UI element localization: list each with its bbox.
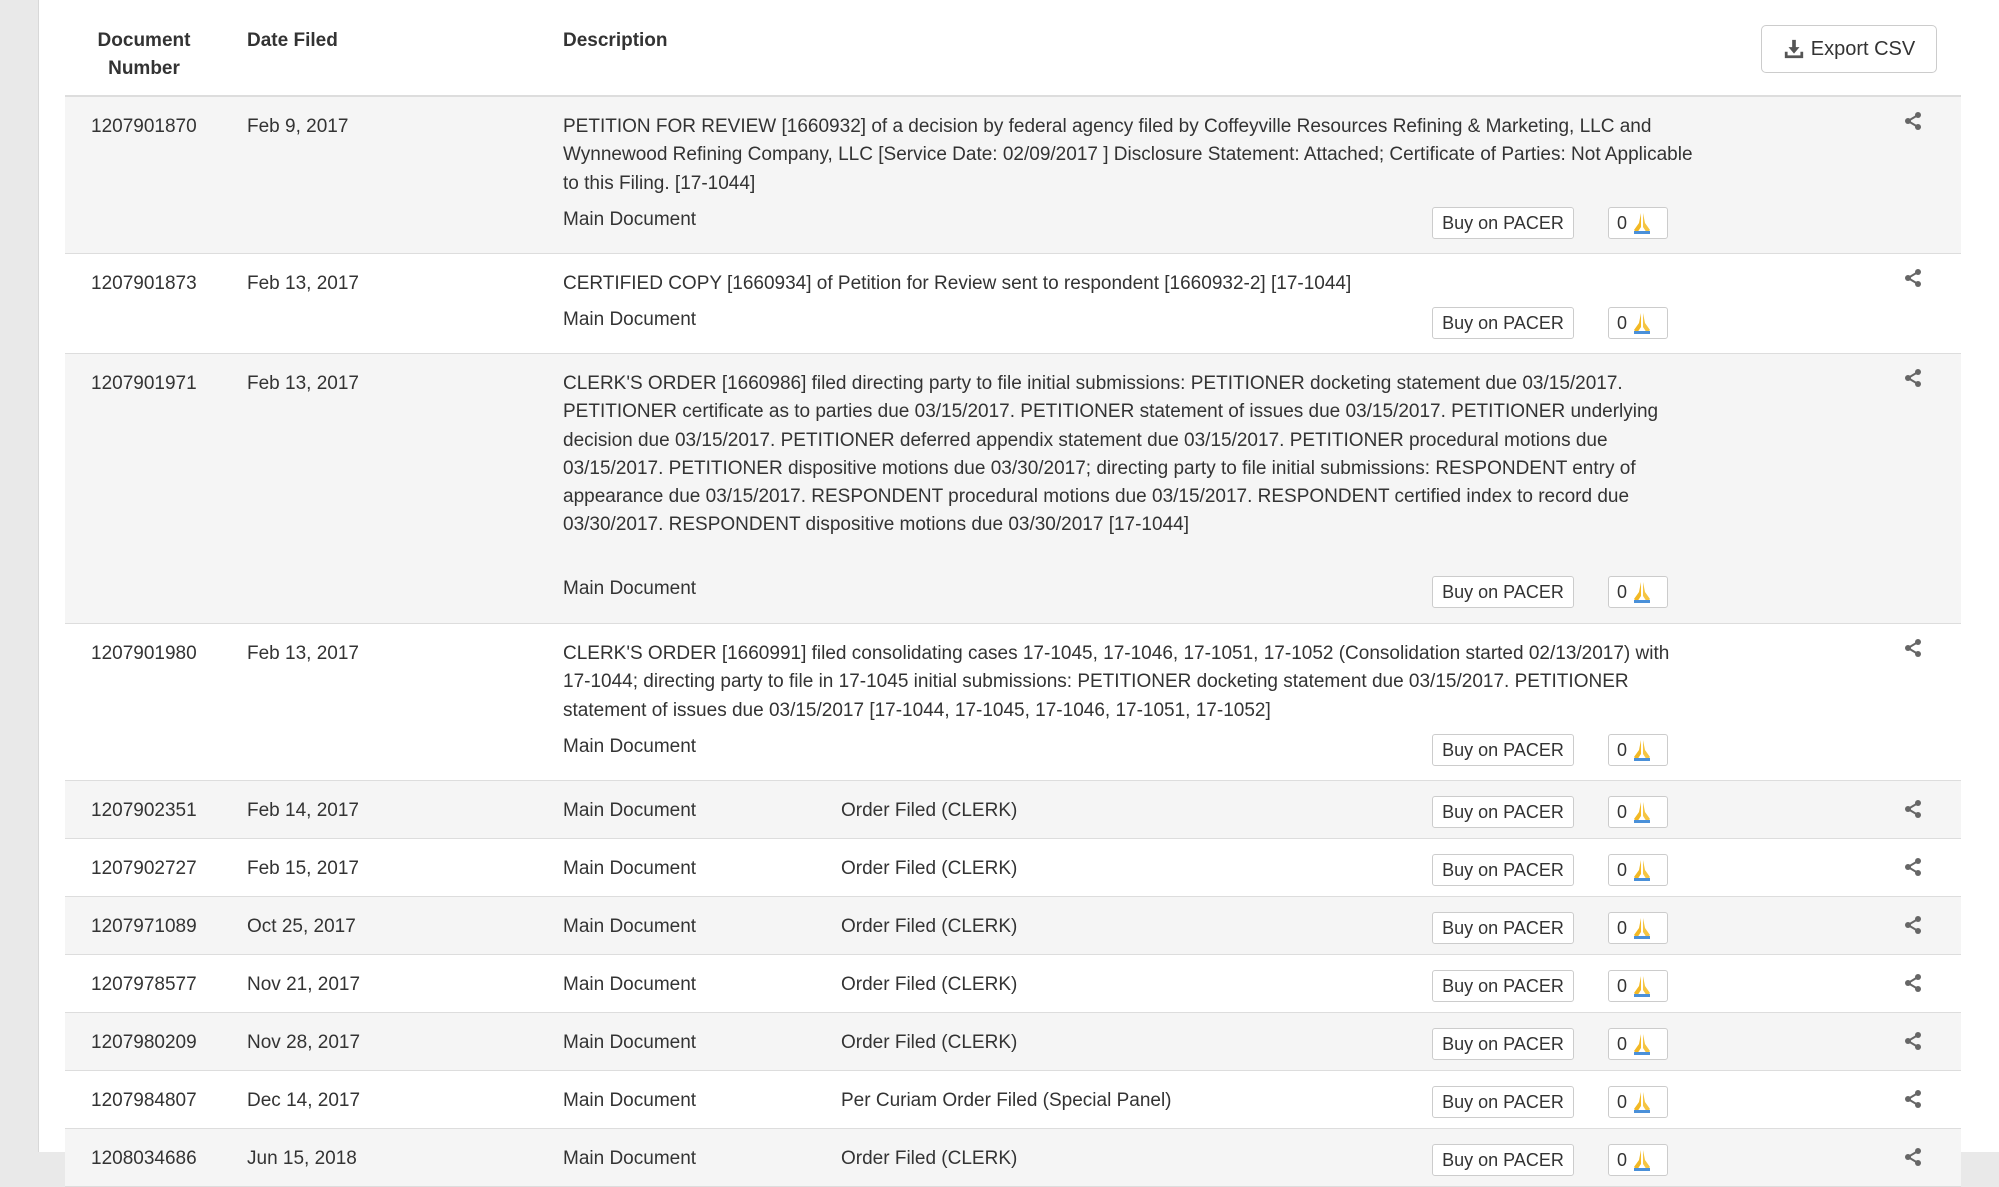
share-icon[interactable]	[1903, 973, 1923, 993]
document-number: 1207901980	[91, 643, 197, 664]
prayer-button[interactable]	[1608, 207, 1668, 239]
table-row	[65, 97, 1961, 254]
praying-hands-icon	[1630, 738, 1654, 762]
prayer-count: 0	[1617, 1091, 1628, 1112]
column-header-document-number: Document Number	[97, 30, 191, 79]
order-type: Order Filed (CLERK)	[841, 974, 1018, 995]
buy-on-pacer-button[interactable]: Buy on PACER	[1432, 796, 1574, 828]
prayer-button[interactable]	[1608, 576, 1668, 608]
praying-hands-icon	[1630, 1090, 1654, 1114]
table-row	[65, 1129, 1961, 1187]
buy-on-pacer-button[interactable]: Buy on PACER	[1432, 1144, 1574, 1176]
share-icon[interactable]	[1903, 799, 1923, 819]
table-row	[65, 781, 1961, 839]
prayer-button[interactable]	[1608, 970, 1668, 1002]
document-number: 1207902351	[91, 800, 197, 821]
praying-hands-icon	[1630, 800, 1654, 824]
main-document-link[interactable]: Main Document	[563, 736, 697, 757]
entry-description: CLERK'S ORDER [1660991] filed consolidating cases 17-1045, 17-1046, 17-1051, 17-1052 (Consolidation started 02/13/2017) with 17-1044; directing party to file in 17-1045 initial submissions: PETITIONER docketing statement due 03/15/2017. PETITIONER statement of issues due 03/15/2017 [17-1044, 17-1045, 17-1046, 17-1051, 17-1052]	[563, 643, 1670, 721]
prayer-button[interactable]	[1608, 1086, 1668, 1118]
share-icon[interactable]	[1903, 268, 1923, 288]
document-number: 1207901870	[91, 116, 197, 137]
prayer-count: 0	[1617, 1033, 1628, 1054]
date-filed: Jun 15, 2018	[247, 1148, 357, 1169]
praying-hands-icon	[1630, 974, 1654, 998]
share-icon[interactable]	[1903, 1089, 1923, 1109]
export-csv-button[interactable]	[1761, 25, 1937, 73]
main-document-link[interactable]: Main Document	[563, 858, 697, 879]
prayer-count: 0	[1617, 801, 1628, 822]
table-row	[65, 624, 1961, 781]
praying-hands-icon	[1630, 211, 1654, 235]
buy-on-pacer-button[interactable]: Buy on PACER	[1432, 912, 1574, 944]
share-icon[interactable]	[1903, 638, 1923, 658]
prayer-count: 0	[1617, 1149, 1628, 1170]
table-row	[65, 354, 1961, 624]
date-filed: Nov 21, 2017	[247, 974, 361, 995]
download-icon	[1783, 38, 1805, 60]
entry-description: CERTIFIED COPY [1660934] of Petition for Review sent to respondent [1660932-2] [17-1044]	[563, 273, 1352, 294]
column-header-date-filed: Date Filed	[247, 30, 338, 51]
date-filed: Dec 14, 2017	[247, 1090, 361, 1111]
document-number: 1207971089	[91, 916, 197, 937]
prayer-button[interactable]	[1608, 307, 1668, 339]
buy-on-pacer-button[interactable]: Buy on PACER	[1432, 207, 1574, 239]
praying-hands-icon	[1630, 311, 1654, 335]
entry-description: CLERK'S ORDER [1660986] filed directing party to file initial submissions: PETITIONER docketing statement due 03/15/2017. PETITIONER certificate as to parties due 03/15/2017. PETITIONER statement of issues due 03/15/2017. PETITIONER underlying decision due 03/15/2017. PETITIONER deferred appendix statement due 03/15/2017. PETITIONER procedural motions due 03/15/2017. PETITIONER dispositive motions due 03/30/2017; directing party to file initial submissions: RESPONDENT entry of appearance due 03/15/2017. RESPONDENT procedural motions due 03/15/2017. RESPONDENT certified index to record due 03/30/2017. RESPONDENT dispositive motions due 03/30/2017 [17-1044]	[563, 373, 1659, 536]
order-type: Order Filed (CLERK)	[841, 916, 1018, 937]
main-document-link[interactable]: Main Document	[563, 1148, 697, 1169]
date-filed: Feb 13, 2017	[247, 373, 359, 394]
document-number: 1207978577	[91, 974, 197, 995]
prayer-count: 0	[1617, 859, 1628, 880]
prayer-button[interactable]	[1608, 912, 1668, 944]
document-number: 1207902727	[91, 858, 197, 879]
table-row	[65, 254, 1961, 354]
buy-on-pacer-button[interactable]: Buy on PACER	[1432, 734, 1574, 766]
table-row	[65, 955, 1961, 1013]
order-type: Order Filed (CLERK)	[841, 800, 1018, 821]
prayer-count: 0	[1617, 975, 1628, 996]
prayer-count: 0	[1617, 312, 1628, 333]
date-filed: Feb 15, 2017	[247, 858, 359, 879]
export-csv-label: Export CSV	[1810, 37, 1916, 60]
share-icon[interactable]	[1903, 857, 1923, 877]
main-document-link[interactable]: Main Document	[563, 1090, 697, 1111]
table-row	[65, 1013, 1961, 1071]
buy-on-pacer-button[interactable]: Buy on PACER	[1432, 854, 1574, 886]
order-type: Order Filed (CLERK)	[841, 858, 1018, 879]
buy-on-pacer-button[interactable]: Buy on PACER	[1432, 576, 1574, 608]
main-document-link[interactable]: Main Document	[563, 1032, 697, 1053]
order-type: Per Curiam Order Filed (Special Panel)	[841, 1090, 1172, 1111]
share-icon[interactable]	[1903, 368, 1923, 388]
main-document-link[interactable]: Main Document	[563, 209, 697, 230]
date-filed: Oct 25, 2017	[247, 916, 356, 937]
main-document-link[interactable]: Main Document	[563, 916, 697, 937]
table-header	[65, 0, 1961, 97]
buy-on-pacer-button[interactable]: Buy on PACER	[1432, 1028, 1574, 1060]
main-document-link[interactable]: Main Document	[563, 578, 697, 599]
share-icon[interactable]	[1903, 915, 1923, 935]
table-row	[65, 839, 1961, 897]
praying-hands-icon	[1630, 580, 1654, 604]
document-number: 1207980209	[91, 1032, 197, 1053]
order-type: Order Filed (CLERK)	[841, 1032, 1018, 1053]
share-icon[interactable]	[1903, 111, 1923, 131]
date-filed: Feb 13, 2017	[247, 643, 359, 664]
document-number: 1207984807	[91, 1090, 197, 1111]
buy-on-pacer-button[interactable]: Buy on PACER	[1432, 307, 1574, 339]
document-number: 1208034686	[91, 1148, 197, 1169]
document-number: 1207901873	[91, 273, 197, 294]
prayer-button[interactable]	[1608, 734, 1668, 766]
prayer-button[interactable]	[1608, 854, 1668, 886]
date-filed: Feb 9, 2017	[247, 116, 349, 137]
prayer-button[interactable]	[1608, 1144, 1668, 1176]
praying-hands-icon	[1630, 1148, 1654, 1172]
order-type: Order Filed (CLERK)	[841, 1148, 1018, 1169]
praying-hands-icon	[1630, 858, 1654, 882]
date-filed: Feb 14, 2017	[247, 800, 359, 821]
date-filed: Feb 13, 2017	[247, 273, 359, 294]
prayer-button[interactable]	[1608, 796, 1668, 828]
main-document-link[interactable]: Main Document	[563, 800, 697, 821]
buy-on-pacer-button[interactable]: Buy on PACER	[1432, 970, 1574, 1002]
prayer-button[interactable]	[1608, 1028, 1668, 1060]
entry-description: PETITION FOR REVIEW [1660932] of a decision by federal agency filed by Coffeyville Resources Refining & Marketing, LLC and Wynnewood Refining Company, LLC [Service Date: 02/09/2017 ] Disclosure Statement: Attached; Certificate of Parties: Not Applicable to this Filing. [17-1044]	[563, 116, 1693, 194]
share-icon[interactable]	[1903, 1147, 1923, 1167]
table-row	[65, 1071, 1961, 1129]
praying-hands-icon	[1630, 916, 1654, 940]
share-icon[interactable]	[1903, 1031, 1923, 1051]
prayer-count: 0	[1617, 212, 1628, 233]
prayer-count: 0	[1617, 917, 1628, 938]
docket-panel	[38, 0, 1999, 1170]
prayer-count: 0	[1617, 581, 1628, 602]
praying-hands-icon	[1630, 1032, 1654, 1056]
prayer-count: 0	[1617, 739, 1628, 760]
buy-on-pacer-button[interactable]: Buy on PACER	[1432, 1086, 1574, 1118]
date-filed: Nov 28, 2017	[247, 1032, 361, 1053]
main-document-link[interactable]: Main Document	[563, 309, 697, 330]
main-document-link[interactable]: Main Document	[563, 974, 697, 995]
document-number: 1207901971	[91, 373, 197, 394]
column-header-description: Description	[563, 30, 668, 51]
docket-table	[65, 0, 1961, 1187]
table-row	[65, 897, 1961, 955]
